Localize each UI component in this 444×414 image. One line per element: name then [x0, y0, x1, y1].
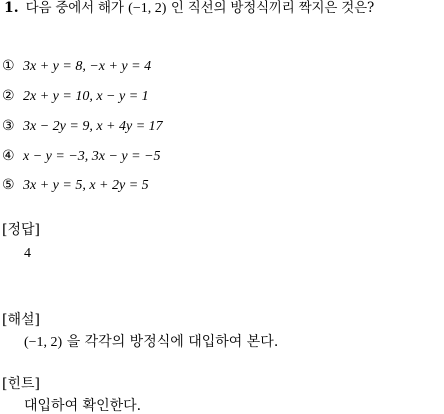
- choice-2-equation: 2x + y = 10, x − y = 1: [23, 89, 149, 104]
- question-suffix: 인 직선의 방정식끼리 짝지은 것은?: [170, 0, 375, 16]
- choice-1-equation: 3x + y = 8, −x + y = 4: [23, 59, 152, 74]
- choice-2-marker: ②: [2, 88, 15, 104]
- question-prefix: 다음 중에서 해가: [25, 0, 124, 16]
- choice-5-marker: ⑤: [2, 177, 15, 193]
- choice-1-marker: ①: [2, 58, 15, 74]
- explanation-text: 을 각각의 방정식에 대입하여 본다.: [66, 334, 279, 350]
- choice-3-equation: 3x − 2y = 9, x + 4y = 17: [23, 119, 163, 134]
- choice-4: [2, 149, 161, 164]
- choice-2: [2, 89, 149, 104]
- answer-label: [정답]: [2, 222, 40, 238]
- answer-value: 4: [24, 246, 31, 261]
- question-number: 1.: [4, 0, 19, 16]
- choice-5: [2, 178, 149, 193]
- question-line: [4, 1, 374, 16]
- choice-5-equation: 3x + y = 5, x + 2y = 5: [23, 178, 149, 193]
- choice-3: [2, 119, 163, 134]
- explanation-label: [해설]: [2, 312, 40, 328]
- choice-4-equation: x − y = −3, 3x − y = −5: [23, 149, 161, 164]
- explanation-point: (−1, 2): [24, 335, 63, 350]
- hint-label: [힌트]: [2, 376, 40, 392]
- hint-text: 대입하여 확인한다.: [24, 398, 142, 414]
- explanation-line: [24, 335, 278, 350]
- choice-1: [2, 59, 151, 74]
- choice-3-marker: ③: [2, 118, 15, 134]
- choice-4-marker: ④: [2, 148, 15, 164]
- question-point: (−1, 2): [128, 1, 167, 16]
